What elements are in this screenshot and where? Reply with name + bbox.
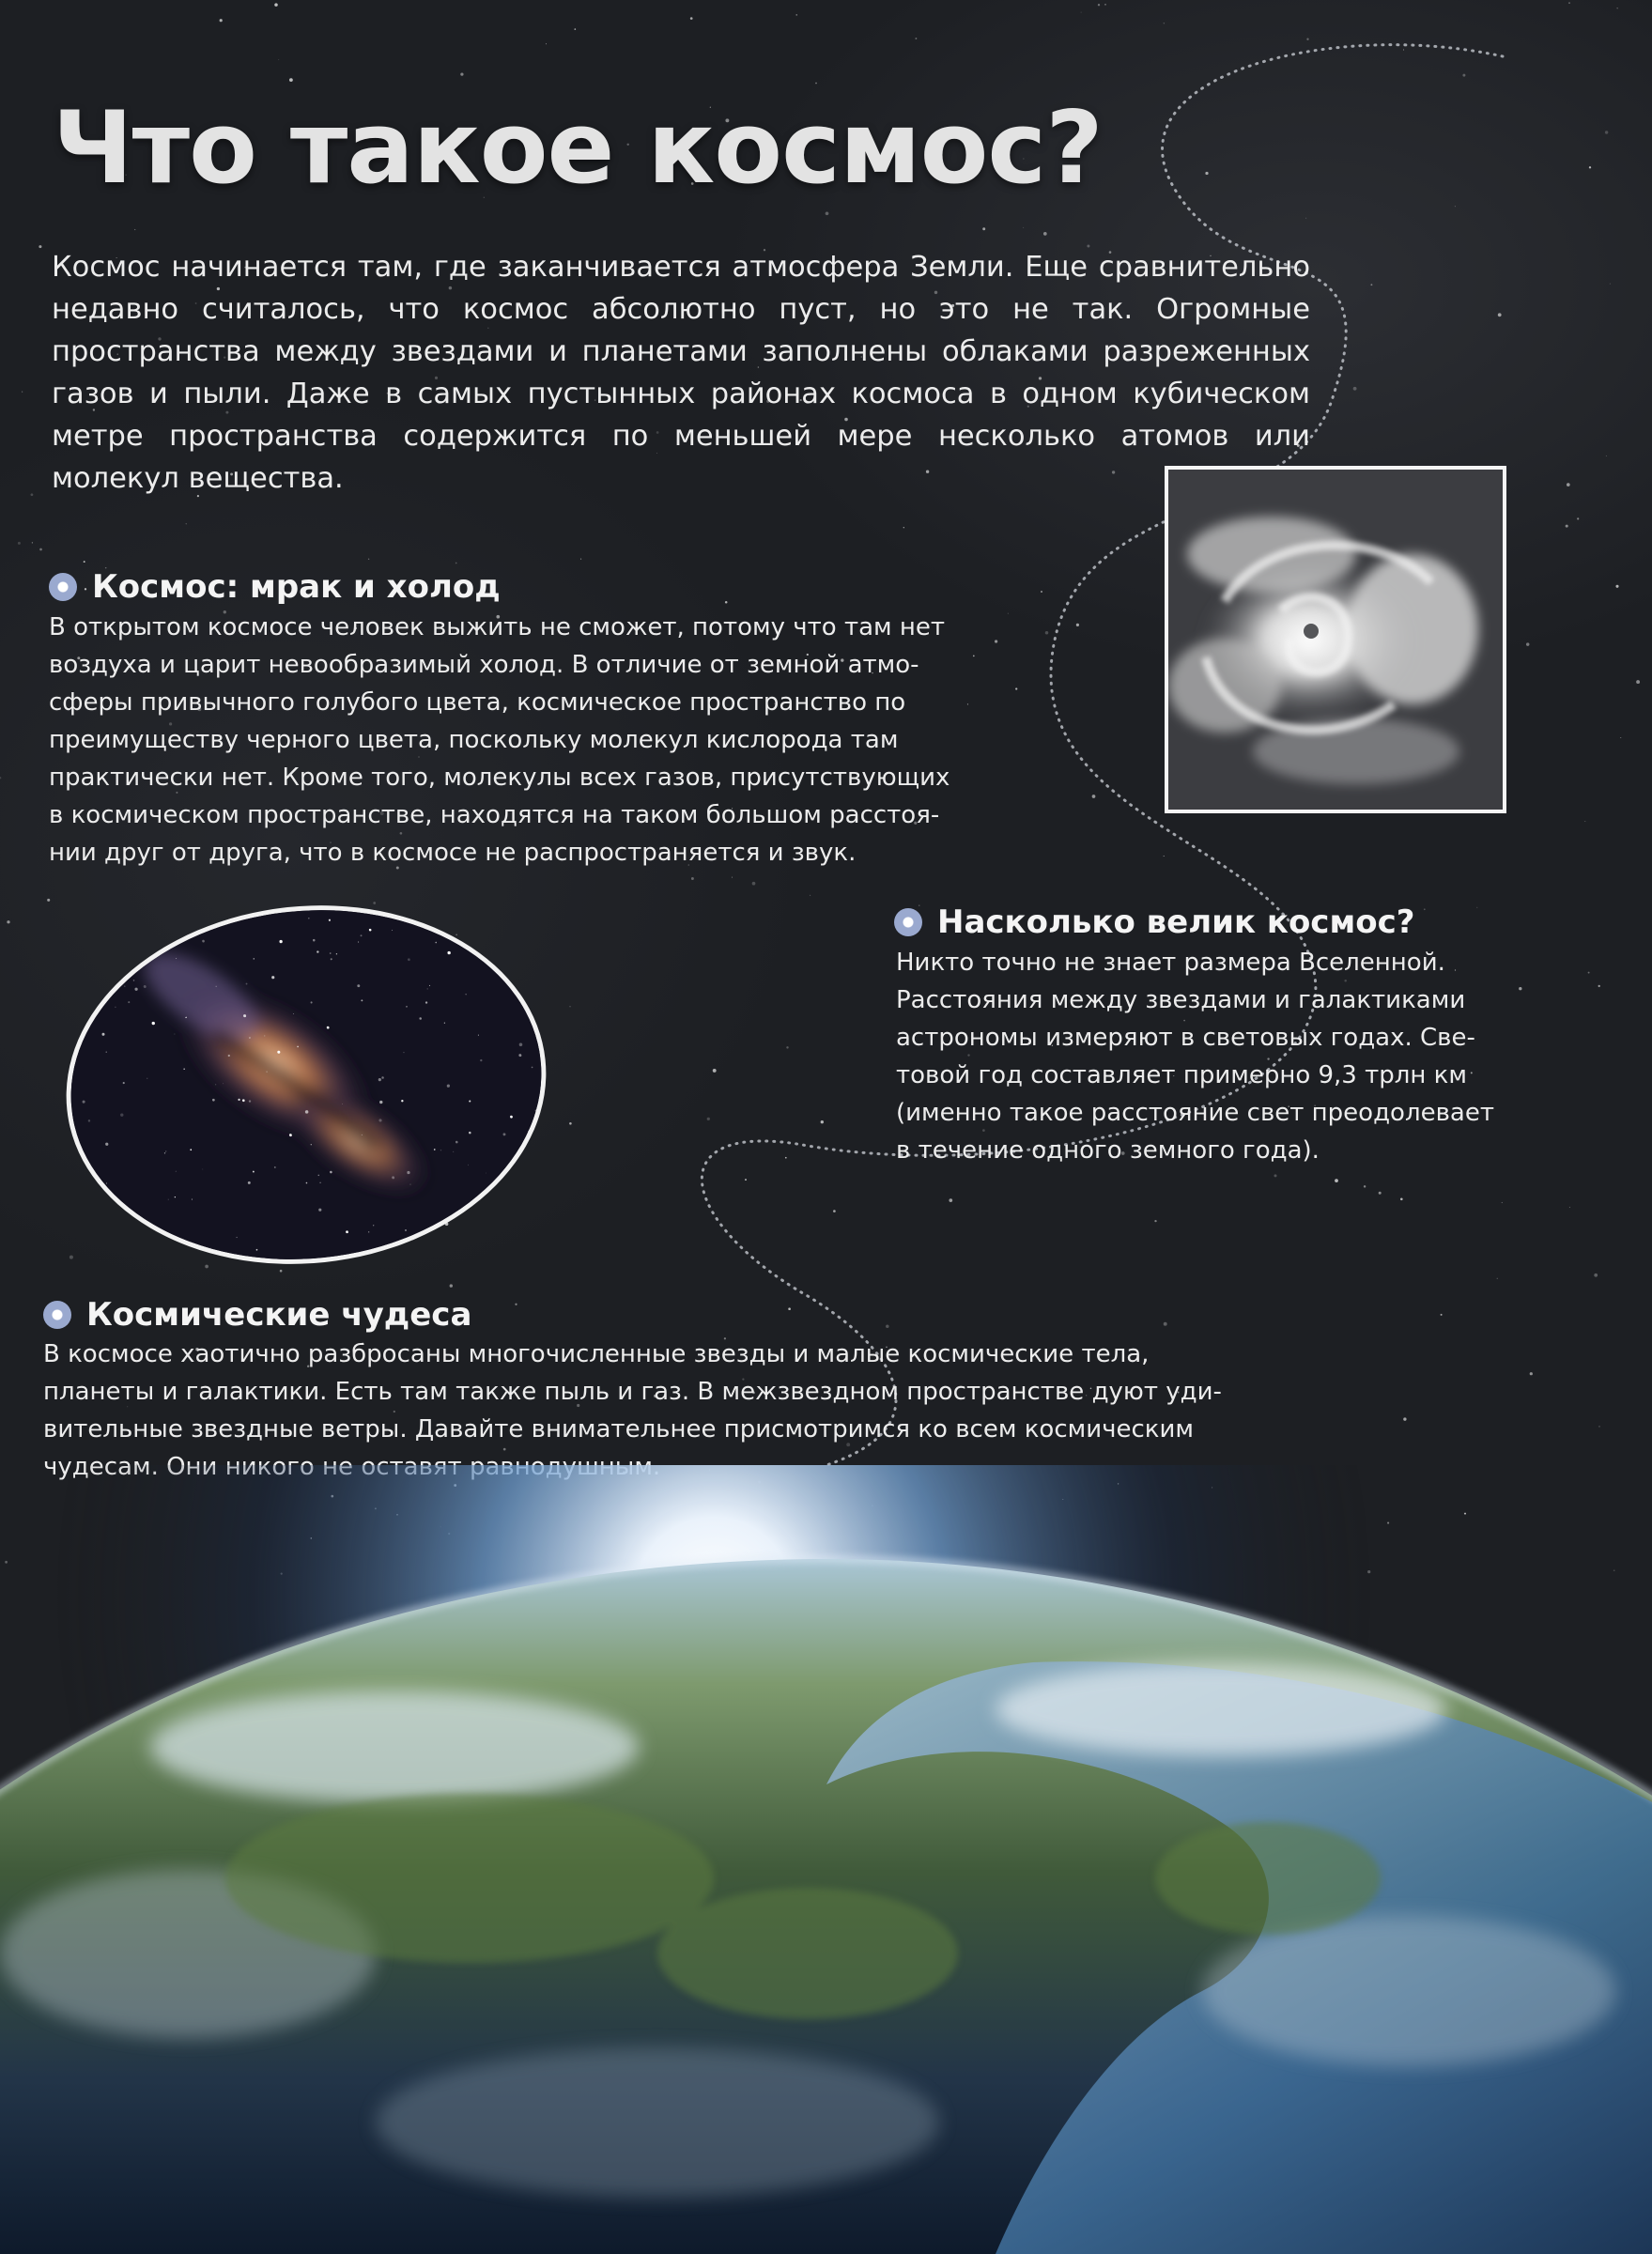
star-dot: [574, 28, 576, 30]
text-line: (именно такое расстояние свет преодолевает: [896, 1099, 1494, 1127]
star-dot: [39, 548, 42, 551]
section-heading-wonders: Космические чудеса: [86, 1296, 472, 1334]
star-dot: [1594, 1274, 1598, 1277]
star-dot: [274, 3, 278, 7]
star-dot: [569, 1122, 572, 1125]
star-dot: [22, 392, 23, 393]
section-text-size: [896, 944, 1494, 1169]
star-dot: [1519, 987, 1521, 990]
star-dot: [1588, 972, 1590, 974]
star-dot: [1605, 131, 1608, 133]
star-dot: [1081, 12, 1082, 13]
star-dot: [786, 1046, 788, 1048]
star-dot: [460, 72, 463, 75]
star-dot: [1526, 642, 1529, 645]
star-dot: [1598, 1426, 1600, 1428]
star-dot: [32, 542, 33, 543]
hurricane-illustration: [1168, 470, 1503, 810]
star-dot: [1569, 1207, 1570, 1208]
star-dot: [1606, 455, 1607, 456]
bullet-icon: [43, 1301, 71, 1329]
text-line: В открытом космосе человек выжить не сможет, потому что там нет: [49, 613, 946, 641]
star-dot: [1620, 737, 1621, 738]
star-dot: [1045, 631, 1049, 635]
star-dot: [84, 561, 85, 563]
section-text-wonders: [43, 1335, 1222, 1486]
text-line: в течение одного земного года).: [896, 1136, 1320, 1165]
star-dot: [1498, 313, 1502, 316]
star-dot: [1205, 172, 1208, 175]
star-dot: [186, 523, 187, 524]
star-dot: [515, 1304, 517, 1305]
star-dot: [0, 777, 1, 779]
star-dot: [725, 601, 728, 604]
text-line: товой год составляет примерно 9,3 трлн км: [896, 1061, 1467, 1089]
star-dot: [368, 559, 369, 560]
star-dot: [455, 563, 457, 564]
star-dot: [1400, 1197, 1403, 1200]
section-title-cold: [49, 566, 501, 608]
star-dot: [949, 1198, 952, 1202]
star-dot: [289, 78, 293, 82]
text-line: практически нет. Кроме того, молекулы всех газов, присутствующих: [49, 764, 950, 792]
star-dot: [450, 1284, 453, 1287]
star-dot: [833, 1210, 836, 1212]
star-dot: [788, 1307, 791, 1310]
star-dot: [995, 640, 997, 642]
star-dot: [1497, 1278, 1498, 1279]
star-dot: [815, 83, 817, 85]
star-dot: [1636, 680, 1640, 684]
star-dot: [205, 1265, 208, 1269]
star-dot: [1567, 483, 1570, 486]
galaxy-star-dot: [156, 1227, 158, 1229]
star-dot: [1364, 1185, 1366, 1187]
text-line: астрономы измеряют в световых годах. Све-: [896, 1024, 1475, 1052]
star-dot: [1502, 1202, 1503, 1203]
star-dot: [1305, 218, 1306, 219]
text-line: сферы привычного голубого цвета, космическое пространство по: [49, 688, 906, 717]
star-dot: [973, 656, 975, 657]
star-dot: [278, 59, 279, 60]
section-heading-size: Насколько велик космос?: [937, 903, 1415, 941]
star-dot: [752, 882, 756, 886]
star-dot: [732, 877, 733, 878]
star-dot: [1164, 1322, 1167, 1326]
star-dot: [1164, 856, 1165, 857]
star-dot: [373, 902, 376, 904]
star-dot: [69, 1256, 73, 1259]
text-line: В космосе хаотично разбросаны многочисленные звезды и малые космические тела,: [43, 1340, 1150, 1368]
earth-from-space-photo: [0, 1465, 1652, 2254]
section-title-size: [894, 902, 1415, 943]
star-dot: [31, 493, 34, 496]
star-dot: [220, 19, 223, 22]
star-dot: [810, 895, 811, 896]
star-dot: [1043, 232, 1047, 236]
bullet-icon: [49, 573, 77, 601]
star-dot: [1306, 39, 1308, 40]
star-dot: [1353, 387, 1357, 391]
star-dot: [1076, 624, 1079, 626]
star-dot: [1274, 1174, 1276, 1177]
star-dot: [1566, 525, 1568, 528]
star-dot: [580, 559, 581, 560]
star-dot: [903, 527, 904, 528]
galaxy-star-dot: [381, 1247, 384, 1250]
section-title-wonders: [43, 1294, 471, 1335]
intro-paragraph: Космос начинается там, где заканчивается атмосфера Земли. Еще сравнительно недавно считалось, что космос абсолютно пуст, но это не так. Огромные пространства между звездами и планетами заполнены облаками разреженных газов и пыли. Даже в самых пустынных районах космоса в одном кубическом метре пространства содержится по меньшей мере несколько атомов или молекул вещества.: [52, 251, 1310, 495]
star-dot: [707, 1118, 710, 1120]
galaxy-star-dot: [521, 1002, 522, 1003]
star-dot: [1584, 821, 1585, 822]
text-line: преимуществу черного цвета, поскольку молекул кислорода там: [49, 726, 899, 754]
star-dot: [1098, 4, 1100, 6]
star-dot: [713, 1069, 717, 1073]
star-dot: [134, 229, 135, 230]
star-dot: [1615, 585, 1618, 588]
star-dot: [1041, 591, 1042, 593]
star-dot: [1577, 517, 1579, 519]
star-dot: [1154, 1220, 1156, 1222]
star-dot: [455, 934, 456, 935]
star-dot: [1379, 1192, 1382, 1195]
star-dot: [785, 1157, 787, 1159]
text-line: нии друг от друга, что в космосе не распространяется и звук.: [49, 839, 857, 867]
star-dot: [18, 542, 21, 545]
star-dot: [1589, 166, 1591, 168]
star-dot: [280, 1270, 283, 1273]
star-dot: [47, 899, 50, 902]
star-dot: [7, 920, 9, 923]
star-dot: [821, 1120, 824, 1123]
star-dot: [1403, 50, 1404, 51]
text-line: планеты и галактики. Есть там также пыль и газ. В межзвездном пространстве дуют уди-: [43, 1378, 1222, 1406]
text-line: воздуха и царит невообразимый холод. В отличие от земной атмо-: [49, 651, 919, 679]
star-dot: [1092, 795, 1096, 798]
star-dot: [915, 38, 917, 39]
star-dot: [546, 43, 547, 44]
star-dot: [1462, 74, 1465, 77]
star-dot: [982, 227, 985, 230]
star-dot: [1370, 284, 1372, 286]
star-dot: [569, 1006, 570, 1007]
text-line: Никто точно не знает размера Вселенной.: [896, 949, 1445, 977]
star-dot: [1530, 1372, 1533, 1375]
page-title: Что такое космос?: [53, 90, 1103, 206]
section-heading-cold: Космос: мрак и холод: [92, 568, 501, 606]
star-dot: [967, 703, 968, 704]
hurricane-photo: [1165, 466, 1506, 813]
star-dot: [691, 877, 694, 880]
text-line: Расстояния между звездами и галактиками: [896, 986, 1466, 1014]
star-dot: [1104, 4, 1105, 5]
star-dot: [1598, 985, 1600, 987]
star-dot: [1455, 206, 1456, 207]
star-dot: [1403, 1417, 1406, 1420]
star-dot: [1424, 908, 1426, 910]
star-dot: [1476, 907, 1477, 908]
star-dot: [1023, 227, 1024, 228]
star-dot: [39, 245, 41, 248]
section-text-cold: [49, 609, 950, 872]
star-dot: [1441, 1314, 1443, 1316]
star-dot: [826, 211, 829, 215]
star-dot: [745, 1179, 747, 1181]
star-dot: [1568, 2, 1570, 4]
star-dot: [1008, 613, 1009, 614]
star-dot: [690, 17, 693, 20]
bullet-icon: [894, 908, 922, 936]
text-line: вительные звездные ветры. Давайте внимательнее присмотримся ко всем космическим: [43, 1415, 1194, 1443]
star-dot: [796, 14, 797, 15]
star-dot: [1610, 284, 1611, 285]
star-dot: [1335, 1179, 1338, 1182]
star-dot: [886, 1324, 889, 1328]
star-dot: [1015, 687, 1017, 689]
text-line: в космическом пространстве, находятся на таком большом расстоя-: [49, 801, 940, 829]
